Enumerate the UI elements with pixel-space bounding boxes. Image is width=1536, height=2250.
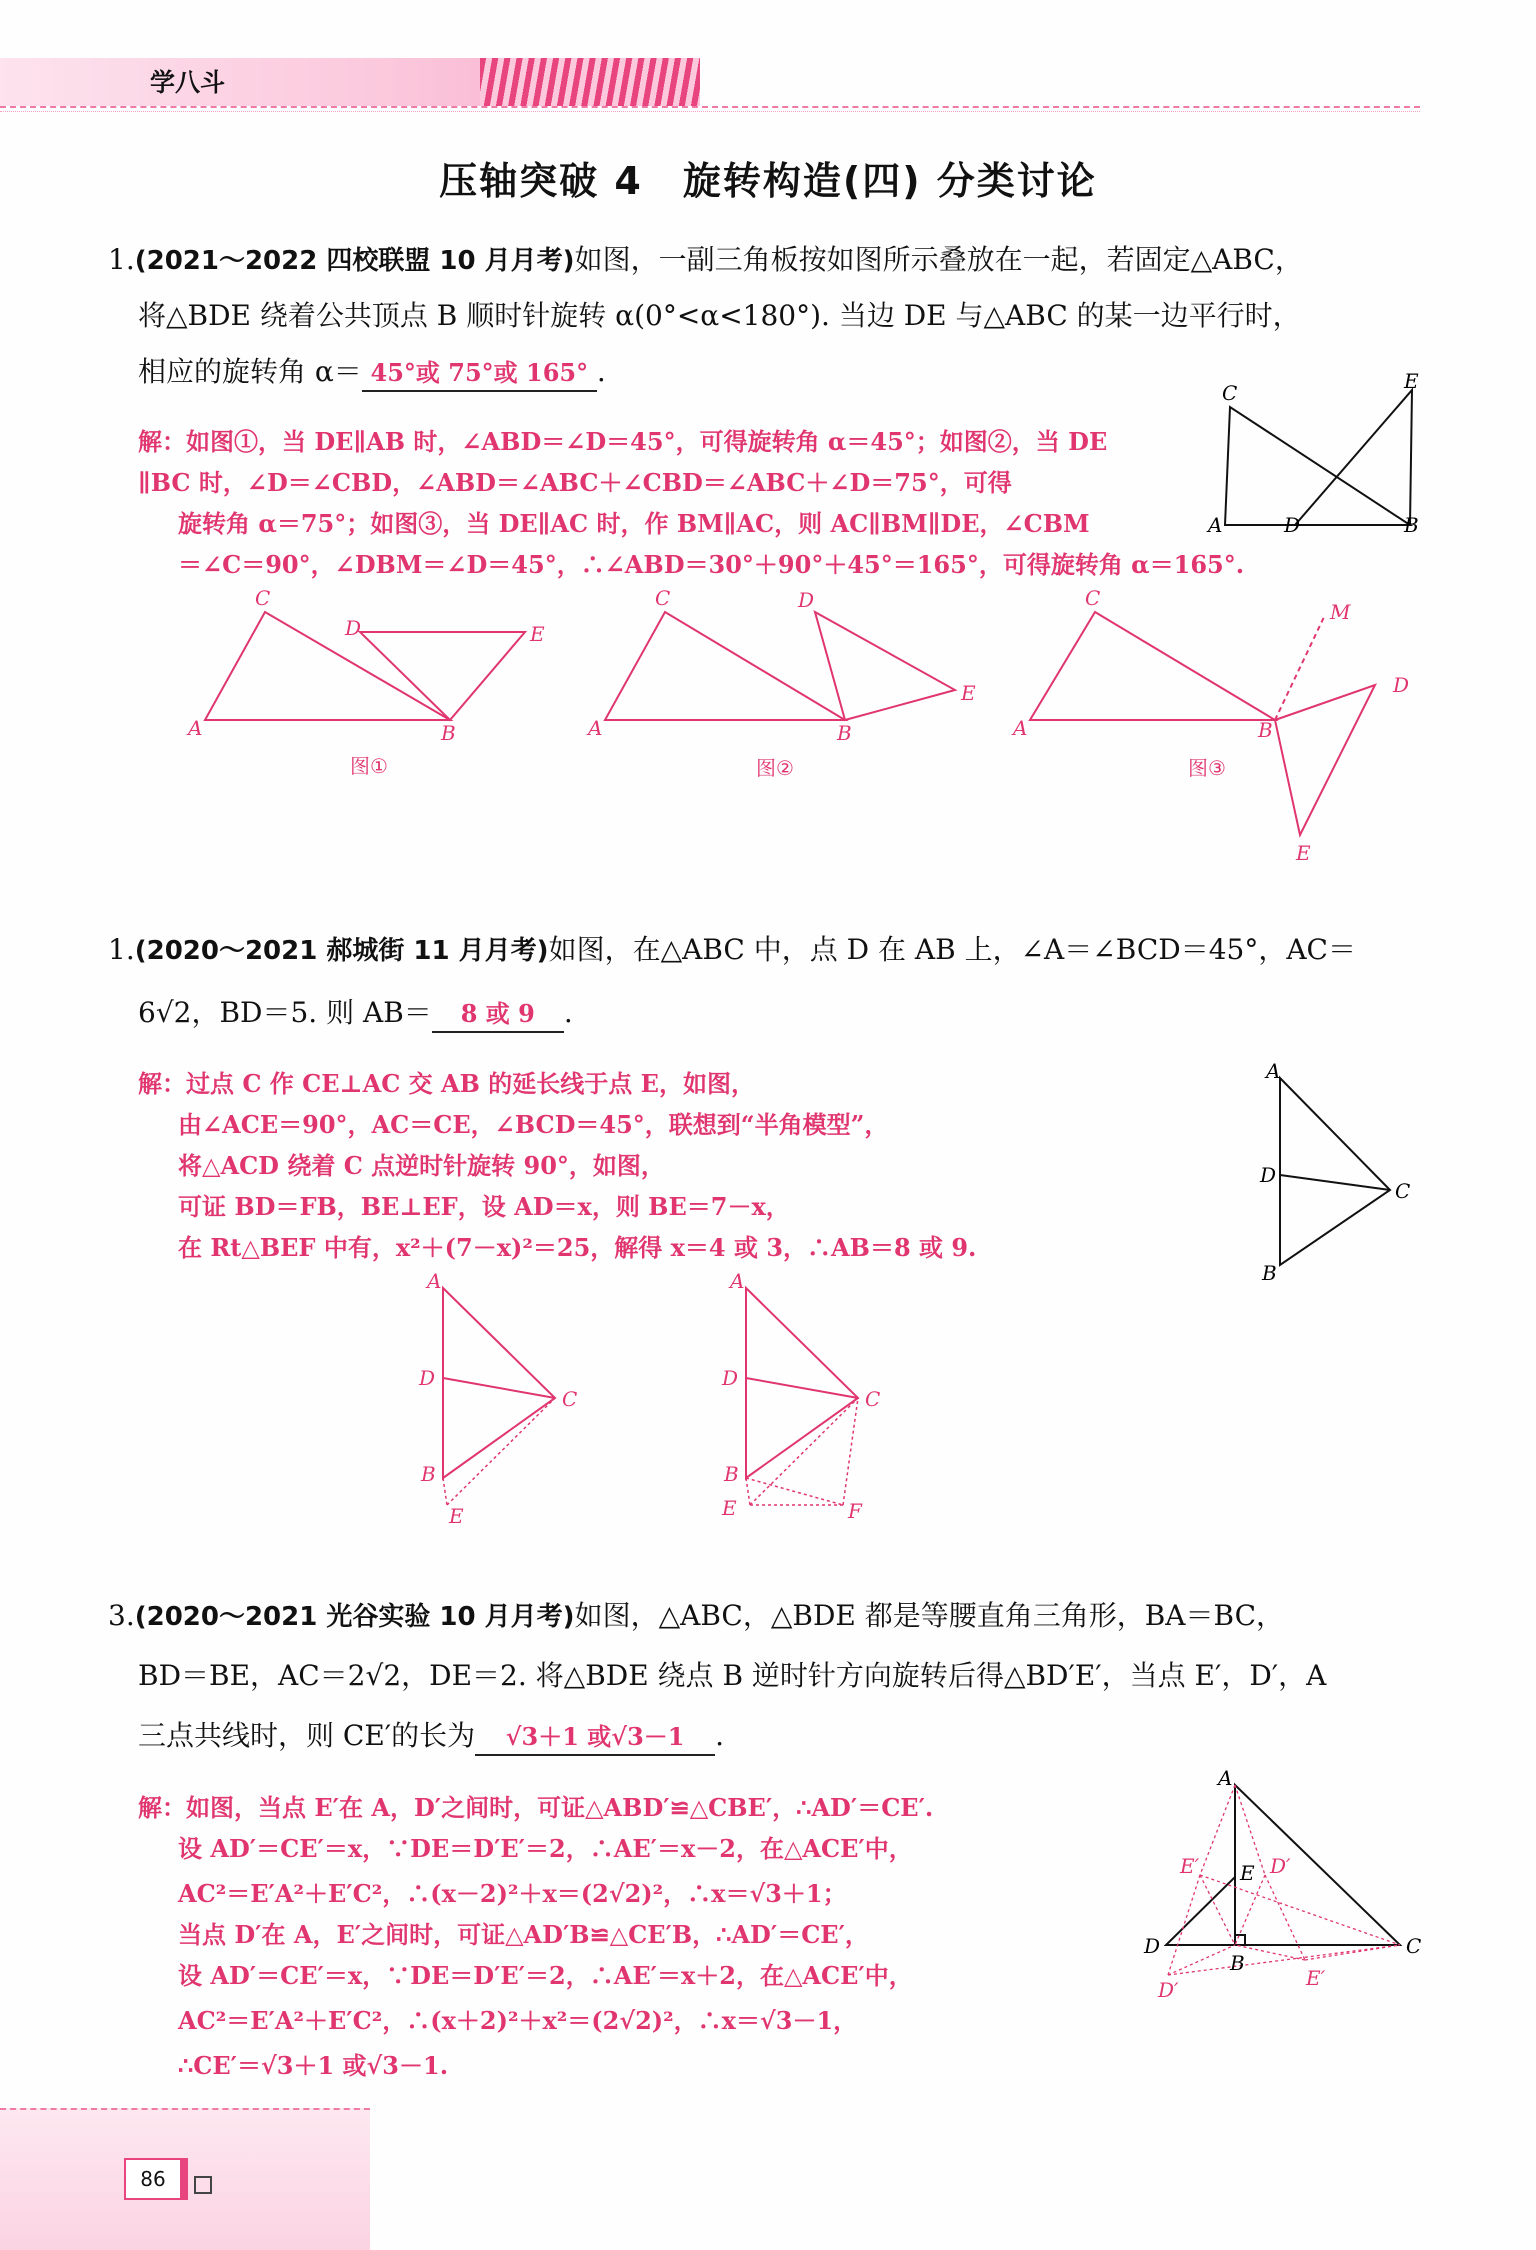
header-divider-2 — [0, 111, 1420, 112]
q3-period: . — [715, 1719, 725, 1752]
q2-number: 1. — [108, 933, 135, 966]
q3-solution-3: AC²＝E′A²＋E′C²，∴(x－2)²＋x＝(2√2)²，∴x＝√3＋1； — [178, 1879, 847, 1908]
fig1-label-b: B — [441, 721, 456, 745]
q2-label-b: B — [1262, 1261, 1277, 1285]
q3-label-c: C — [1406, 1934, 1422, 1958]
label-c: C — [1222, 381, 1238, 405]
q1-triangle-bde — [1295, 390, 1412, 525]
fig3-label-e: E — [1296, 841, 1311, 865]
fig1-label-a: A — [188, 716, 203, 740]
q3-triangle-bde — [1166, 1877, 1235, 1945]
q1-text-3: 相应的旋转角 α＝ — [138, 355, 362, 388]
q2s1-label-b: B — [421, 1462, 436, 1486]
q1-figure-2 — [585, 585, 1005, 745]
label-d: D — [1284, 513, 1301, 537]
q2-solution-5: 在 Rt△BEF 中有，x²＋(7－x)²＝25，解得 x＝4 或 3，∴AB＝8 或 9. — [178, 1233, 977, 1262]
q1-figure-1 — [185, 585, 565, 745]
checkbox-square-icon — [194, 2176, 212, 2194]
fig2-label-e: E — [961, 681, 976, 705]
q2s1-label-a: A — [427, 1269, 442, 1293]
caption-fig-1: 图① — [350, 754, 388, 778]
q2-figure-solution-1 — [405, 1268, 605, 1528]
q1-text-1: 如图，一副三角板按如图所示叠放在一起，若固定△ABC， — [574, 243, 1303, 276]
q3-label-e: E — [1240, 1861, 1255, 1885]
q3-figure — [1130, 1765, 1430, 2015]
q1-number: 1. — [108, 243, 135, 276]
q2-label-d: D — [1260, 1163, 1277, 1187]
q2-solution-2: 由∠ACE＝90°，AC＝CE，∠BCD＝45°，联想到“半角模型”， — [178, 1110, 889, 1139]
fig2-label-a: A — [588, 716, 603, 740]
q3-line2: BD＝BE，AC＝2√2，DE＝2. 将△BDE 绕点 B 逆时针方向旋转后得△BD′E′，当点 E′，D′，A — [138, 1659, 1327, 1692]
fig3-label-m: M — [1330, 600, 1351, 624]
q2s2-label-e: E — [722, 1496, 737, 1520]
brand-logo-text: 学八斗 — [150, 68, 226, 97]
q1-answer: 45°或 75°或 165° — [362, 356, 597, 392]
q2-line2 — [138, 985, 573, 1041]
fig3-label-a: A — [1013, 716, 1028, 740]
label-a: A — [1208, 513, 1223, 537]
q3-label-d: D — [1144, 1934, 1161, 1958]
q3-source: (2020～2021 光谷实验 10 月月考) — [134, 1602, 575, 1632]
q2-solution-4: 可证 BD＝FB，BE⊥EF，设 AD＝x，则 BE＝7－x， — [178, 1192, 790, 1221]
q3-text-1: 如图，△ABC，△BDE 都是等腰直角三角形，BA＝BC， — [574, 1599, 1285, 1632]
q3-solution-4: 当点 D′在 A，E′之间时，可证△AD′B≌△CE′B，∴AD′＝CE′， — [178, 1920, 869, 1949]
header-stripes — [480, 58, 700, 106]
fig2-label-b: B — [837, 721, 852, 745]
q3-solution-7: ∴CE′＝√3＋1 或√3－1. — [178, 2051, 449, 2080]
q3-number: 3. — [108, 1599, 135, 1632]
fig3-label-b: B — [1258, 718, 1273, 742]
q3-label-d-prime-2: D′ — [1158, 1978, 1179, 2002]
fig3-label-c: C — [1085, 586, 1101, 610]
q1-figure-main — [1160, 370, 1430, 540]
q2-figure-main — [1250, 1060, 1430, 1290]
q2s2-label-d: D — [722, 1366, 739, 1390]
q1-solution-2: ∥BC 时，∠D＝∠CBD，∠ABD＝∠ABC＋∠CBD＝∠ABC＋∠D＝75°，可得 — [138, 468, 1012, 497]
page-title: 压轴突破 4 旋转构造(四) 分类讨论 — [439, 159, 1097, 203]
q2-solution-1: 解：过点 C 作 CE⊥AC 交 AB 的延长线于点 E，如图， — [138, 1069, 755, 1098]
q3-solution-6: AC²＝E′A²＋E′C²，∴(x＋2)²＋x²＝(2√2)²，∴x＝√3－1， — [178, 2006, 858, 2035]
caption-fig-3: 图③ — [1188, 756, 1226, 780]
q2-text-1: 如图，在△ABC 中，点 D 在 AB 上，∠A＝∠BCD＝45°，AC＝ — [548, 933, 1356, 966]
q1-period: . — [596, 355, 606, 388]
q2s1-label-c: C — [562, 1387, 578, 1411]
q2-period: . — [563, 996, 573, 1029]
q3-label-a: A — [1218, 1766, 1233, 1790]
q1-solution-4: ＝∠C＝90°，∠DBM＝∠D＝45°，∴∠ABD＝30°＋90°＋45°＝165°，可得旋转角 α＝165°. — [178, 550, 1245, 579]
q2s2-label-c: C — [865, 1387, 881, 1411]
fig1-label-e: E — [530, 622, 545, 646]
q3-label-b: B — [1230, 1951, 1245, 1975]
label-e: E — [1404, 370, 1419, 393]
q1-source: (2021～2022 四校联盟 10 月月考) — [134, 246, 575, 276]
q3-line1 — [108, 1588, 1284, 1645]
q2-label-c: C — [1395, 1179, 1411, 1203]
fig1-label-d: D — [345, 616, 362, 640]
q3-text-3: 三点共线时，则 CE′的长为 — [138, 1719, 476, 1752]
fig3-label-d: D — [1393, 673, 1410, 697]
q1-line3 — [138, 344, 606, 400]
q1-line2: 将△BDE 绕着公共顶点 B 顺时针旋转 α(0°<α<180°). 当边 DE 与△ABC 的某一边平行时， — [138, 299, 1301, 332]
q3-answer: √3＋1 或√3－1 — [475, 1720, 715, 1756]
fig1-label-c: C — [255, 586, 271, 610]
q3-solution-5: 设 AD′＝CE′＝x，∵DE＝D′E′＝2，∴AE′＝x＋2，在△ACE′中， — [178, 1961, 913, 1990]
q3-label-d-prime-1: D′ — [1270, 1854, 1291, 1878]
q2-solution-3: 将△ACD 绕着 C 点逆时针旋转 90°，如图， — [178, 1151, 665, 1180]
fig2-label-d: D — [798, 588, 815, 612]
q1-solution-1: 解：如图①，当 DE∥AB 时，∠ABD＝∠D＝45°，可得旋转角 α＝45°；如图②，当 DE — [138, 427, 1108, 456]
q2s2-label-b: B — [724, 1462, 739, 1486]
q2-figure-solution-2 — [708, 1268, 908, 1528]
q1-line1 — [108, 232, 1303, 289]
q1-solution-3: 旋转角 α＝75°；如图③，当 DE∥AC 时，作 BM∥AC，则 AC∥BM∥DE，∠CBM — [178, 509, 1090, 538]
q3-triangle-abc — [1235, 1785, 1400, 1945]
q1-figure-3 — [1010, 585, 1430, 865]
q2s2-label-f: F — [848, 1499, 862, 1523]
caption-fig-2: 图② — [756, 756, 794, 780]
q2-source: (2020～2021 郝城街 11 月月考) — [134, 936, 549, 966]
q2-label-a: A — [1266, 1060, 1281, 1083]
q3-label-e-prime-1: E′ — [1180, 1854, 1200, 1878]
q2-line1 — [108, 922, 1356, 979]
q2-text-2: 6√2，BD＝5. 则 AB＝ — [138, 996, 432, 1029]
q3-solution-1: 解：如图，当点 E′在 A，D′之间时，可证△ABD′≌△CBE′，∴AD′＝CE′. — [138, 1793, 934, 1822]
q2-answer: 8 或 9 — [432, 997, 564, 1033]
q3-solution-2: 设 AD′＝CE′＝x，∵DE＝D′E′＝2，∴AE′＝x－2，在△ACE′中， — [178, 1834, 913, 1863]
label-b: B — [1404, 513, 1419, 537]
q2s2-label-a: A — [730, 1269, 745, 1293]
header-divider — [0, 106, 1420, 108]
q2s1-label-e: E — [449, 1504, 464, 1528]
page-number: 86 — [124, 2158, 188, 2200]
q3-line3 — [138, 1708, 724, 1764]
fig2-label-c: C — [655, 586, 671, 610]
q3-label-e-prime-2: E′ — [1306, 1966, 1326, 1990]
q2s1-label-d: D — [419, 1366, 436, 1390]
